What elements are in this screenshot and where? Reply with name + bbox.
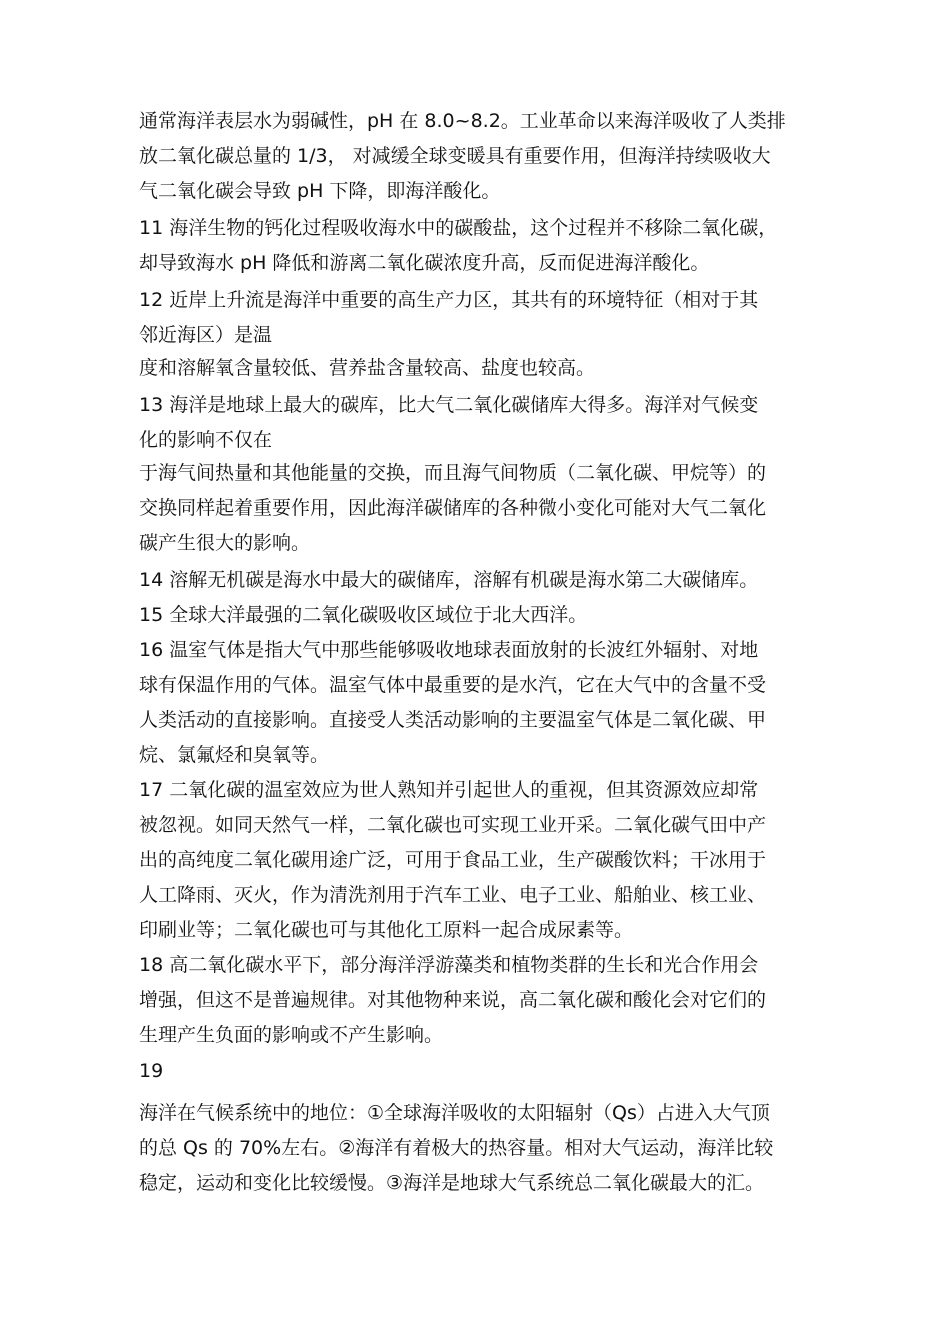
text-line: 球有保温作用的气体。温室气体中最重要的是水汽，它在大气中的含量不受 [139, 674, 767, 696]
text-line: 化的影响不仅在 [139, 429, 273, 451]
text-line: 14 溶解无机碳是海水中最大的碳储库，溶解有机碳是海水第二大碳储库。 [139, 569, 759, 591]
text-line: 生理产生负面的影响或不产生影响。 [139, 1024, 444, 1046]
text-line: 的总 Qs 的 70%左右。②海洋有着极大的热容量。相对大气运动，海洋比较 [139, 1137, 774, 1159]
text-line: 人工降雨、灭火，作为清洗剂用于汽车工业、电子工业、船舶业、核工业、 [139, 884, 767, 906]
text-line: 烷、氯氟烃和臭氧等。 [139, 744, 330, 766]
text-line: 通常海洋表层水为弱碱性，pH 在 8.0~8.2。工业革命以来海洋吸收了人类排 [139, 110, 786, 132]
text-line: 17 二氧化碳的温室效应为世人熟知并引起世人的重视，但其资源效应却常 [139, 779, 759, 801]
text-line: 被忽视。如同天然气一样，二氧化碳也可实现工业开采。二氧化碳气田中产 [139, 814, 767, 836]
text-line: 出的高纯度二氧化碳用途广泛，可用于食品工业，生产碳酸饮料；干冰用于 [139, 849, 767, 871]
text-line: 15 全球大洋最强的二氧化碳吸收区域位于北大西洋。 [139, 604, 588, 626]
text-line: 增强，但这不是普遍规律。对其他物种来说，高二氧化碳和酸化会对它们的 [139, 989, 767, 1011]
text-line: 16 温室气体是指大气中那些能够吸收地球表面放射的长波红外辐射、对地 [139, 639, 759, 661]
text-line: 交换同样起着重要作用，因此海洋碳储库的各种微小变化可能对大气二氧化 [139, 497, 767, 519]
section-number: 19 [139, 1060, 164, 1082]
text-line: 11 海洋生物的钙化过程吸收海水中的碳酸盐，这个过程并不移除二氧化碳， [139, 217, 778, 239]
text-line: 12 近岸上升流是海洋中重要的高生产力区，其共有的环境特征（相对于其 [139, 289, 759, 311]
text-line: 度和溶解氧含量较低、营养盐含量较高、盐度也较高。 [139, 357, 596, 379]
text-line: 印刷业等；二氧化碳也可与其他化工原料一起合成尿素等。 [139, 919, 634, 941]
text-line: 海洋在气候系统中的地位：①全球海洋吸收的太阳辐射（Qs）占进入大气顶 [139, 1102, 770, 1124]
text-line: 却导致海水 pH 降低和游离二氧化碳浓度升高，反而促进海洋酸化。 [139, 252, 710, 274]
text-line: 碳产生很大的影响。 [139, 532, 311, 554]
text-line: 邻近海区）是温 [139, 324, 273, 346]
text-line: 放二氧化碳总量的 1/3， 对减缓全球变暖具有重要作用，但海洋持续吸收大 [139, 145, 771, 167]
text-line: 于海气间热量和其他能量的交换，而且海气间物质（二氧化碳、甲烷等）的 [139, 462, 767, 484]
text-line: 13 海洋是地球上最大的碳库，比大气二氧化碳储库大得多。海洋对气候变 [139, 394, 759, 416]
text-line: 稳定，运动和变化比较缓慢。③海洋是地球大气系统总二氧化碳最大的汇。 [139, 1172, 765, 1194]
text-line: 气二氧化碳会导致 pH 下降，即海洋酸化。 [139, 180, 501, 202]
text-line: 18 高二氧化碳水平下，部分海洋浮游藻类和植物类群的生长和光合作用会 [139, 954, 759, 976]
text-line: 人类活动的直接影响。直接受人类活动影响的主要温室气体是二氧化碳、甲 [139, 709, 767, 731]
